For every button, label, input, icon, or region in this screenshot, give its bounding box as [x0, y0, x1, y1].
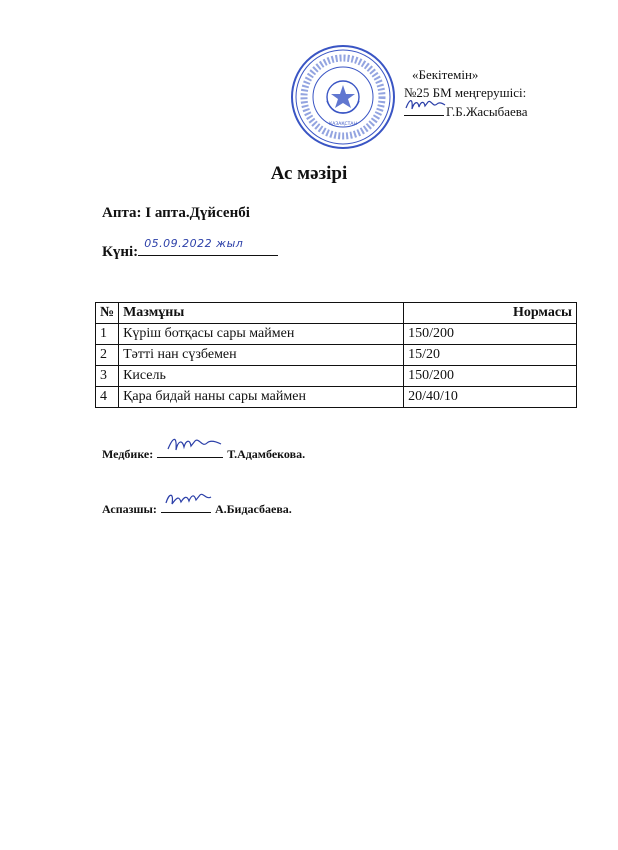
handwritten-date: 05.09.2022 жыл [144, 237, 244, 250]
row-number: 1 [96, 324, 119, 345]
table-row [96, 366, 577, 387]
row-norm: 150/200 [404, 324, 577, 345]
seal-center-text: ҚАЗАҚСТАН [329, 122, 357, 127]
table-header-row [96, 303, 577, 324]
date-label: Күні: [102, 244, 139, 260]
row-number: 3 [96, 366, 119, 387]
date-field-line [138, 237, 278, 256]
approval-title: «Бекітемін» [412, 67, 479, 82]
row-dish: Күріш ботқасы сары маймен [119, 324, 404, 345]
row-norm: 150/200 [404, 366, 577, 387]
cook-signature-line [161, 500, 211, 513]
nurse-signature [165, 433, 223, 455]
row-norm: 15/20 [404, 345, 577, 366]
approval-position: №25 БМ меңгерушісі: [404, 85, 527, 100]
row-dish: Кисель [119, 366, 404, 387]
row-number: 4 [96, 387, 119, 408]
emblem-icon [327, 81, 359, 113]
cook-name: А.Бидасбаева. [214, 502, 292, 516]
cook-label: Аспазшы: [102, 502, 157, 516]
cook-signature [163, 488, 213, 510]
row-dish: Қара бидай наны сары маймен [119, 387, 404, 408]
week-line: Апта: І апта.Дүйсенбі [102, 205, 250, 221]
cook-signature-row [102, 500, 292, 517]
approval-signature-line [404, 102, 444, 116]
table-row [96, 345, 577, 366]
director-signature [404, 96, 446, 114]
row-dish: Тәтті нан сүзбемен [119, 345, 404, 366]
header-content: Мазмұны [119, 303, 404, 324]
header-norm: Нормасы [404, 303, 577, 324]
date-row [102, 237, 278, 261]
approval-name: Г.Б.Жасыбаева [446, 104, 528, 119]
row-number: 2 [96, 345, 119, 366]
header-number: № [96, 303, 119, 324]
approval-block [404, 66, 528, 121]
table-row [96, 387, 577, 408]
nurse-label: Медбике: [102, 447, 154, 461]
page-title: Ас мәзірі [270, 163, 348, 184]
nurse-signature-row [102, 445, 305, 462]
table-row [96, 324, 577, 345]
official-seal [289, 43, 397, 151]
menu-table [95, 302, 577, 408]
row-norm: 20/40/10 [404, 387, 577, 408]
nurse-signature-line [157, 445, 223, 458]
approval-signature-row [404, 102, 528, 121]
nurse-name: Т.Адамбекова. [227, 447, 306, 461]
